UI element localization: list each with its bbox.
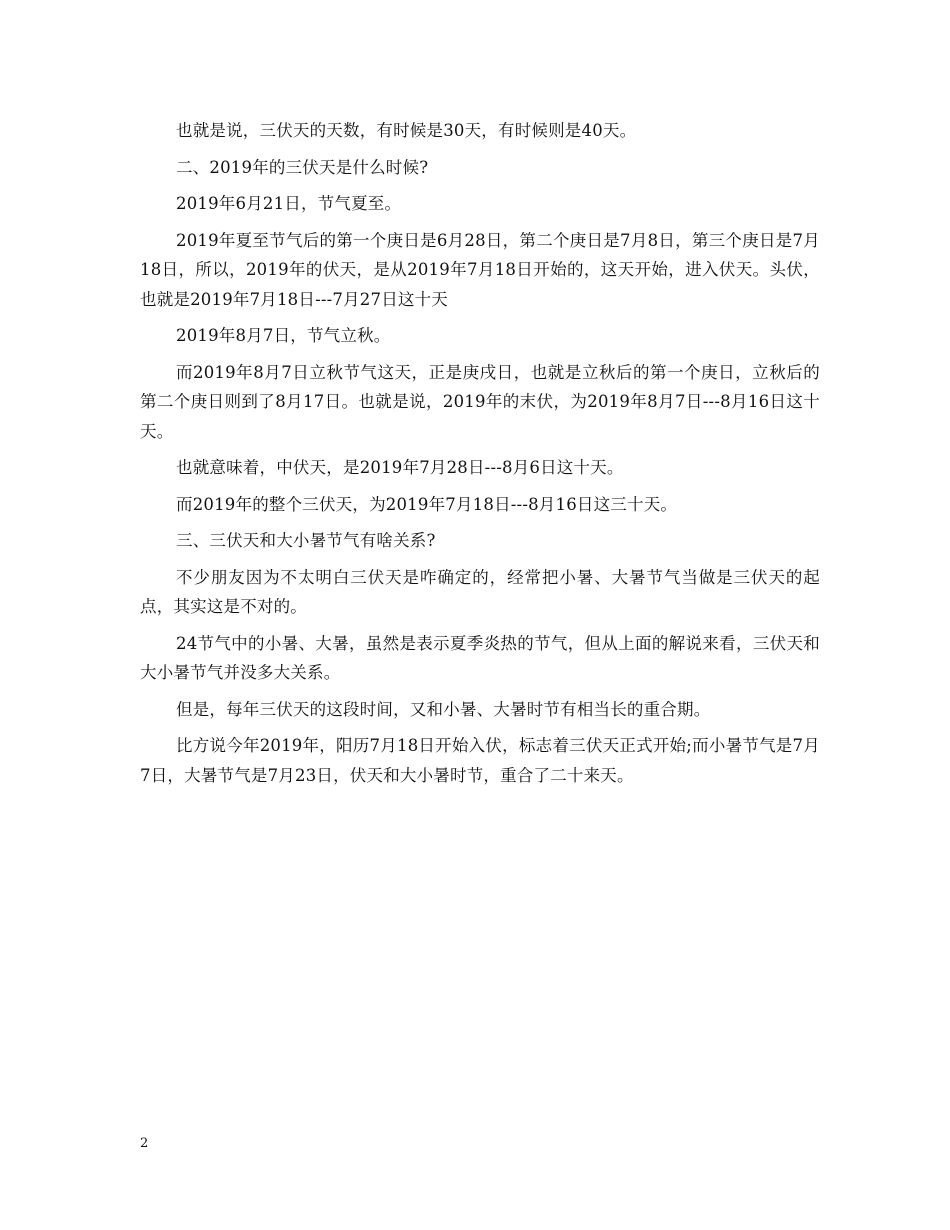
paragraph: 2019年夏至节气后的第一个庚日是6月28日，第二个庚日是7月8日，第三个庚日是7月18日，所以，2019年的伏天，是从2019年7月18日开始的，这天开始，进入伏天。头伏，也就是2019年7月18日---7月27日这十天 bbox=[140, 230, 820, 309]
paragraph: 2019年8月7日，节气立秋。 bbox=[176, 326, 391, 345]
paragraph: 而2019年的整个三伏天，为2019年7月18日---8月16日这三十天。 bbox=[176, 494, 678, 514]
paragraph: 2019年6月21日，节气夏至。 bbox=[176, 194, 402, 213]
document-body bbox=[140, 116, 820, 797]
paragraph: 也就是说，三伏天的天数，有时候是30天，有时候则是40天。 bbox=[176, 121, 637, 140]
paragraph: 不少朋友因为不太明白三伏天是咋确定的，经常把小暑、大暑节气当做是三伏天的起点，其实这是不对的。 bbox=[140, 567, 820, 616]
paragraph: 也就意味着，中伏天，是2019年7月28日---8月6日这十天。 bbox=[176, 458, 624, 477]
paragraph: 而2019年8月7日立秋节气这天，正是庚戌日，也就是立秋后的第一个庚日，立秋后的第二个庚日则到了8月17日。也就是说，2019年的末伏，为2019年8月7日---8月16日这十天。 bbox=[140, 362, 820, 441]
paragraph: 比方说今年2019年，阳历7月18日开始入伏，标志着三伏天正式开始;而小暑节气是7月7日，大暑节气是7月23日，伏天和大小暑时节，重合了二十来天。 bbox=[140, 736, 820, 785]
paragraph: 但是，每年三伏天的这段时间，又和小暑、大暑时节有相当长的重合期。 bbox=[176, 699, 711, 719]
section-heading: 二、2019年的三伏天是什么时候? bbox=[176, 157, 429, 177]
section-heading: 三、三伏天和大小暑节气有啥关系? bbox=[176, 531, 436, 550]
paragraph: 24节气中的小暑、大暑，虽然是表示夏季炎热的节气，但从上面的解说来看，三伏天和大小暑节气并没多大关系。 bbox=[140, 633, 820, 682]
page-number: 2 bbox=[140, 1136, 149, 1151]
